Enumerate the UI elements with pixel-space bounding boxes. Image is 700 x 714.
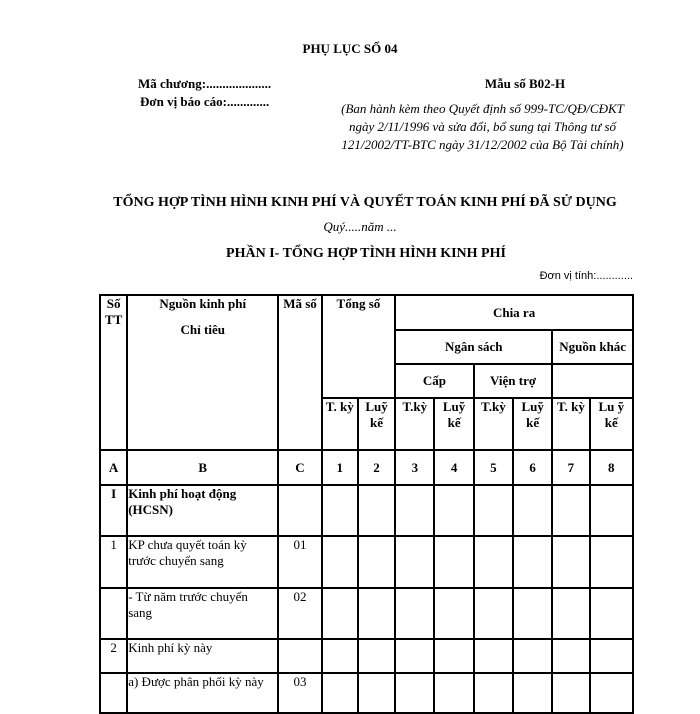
data-cell bbox=[590, 485, 633, 536]
data-cell bbox=[358, 588, 395, 639]
data-cell bbox=[395, 485, 434, 536]
data-cell bbox=[434, 485, 473, 536]
row-label: a) Được phân phối kỳ này bbox=[127, 673, 278, 713]
row-code bbox=[278, 639, 321, 673]
header-allocation-accumulated: Luỹ kế bbox=[434, 398, 473, 450]
table-row bbox=[100, 485, 633, 536]
index-cell: 7 bbox=[552, 450, 589, 485]
data-cell bbox=[552, 673, 589, 713]
header-aid-accumulated: Luỹ kế bbox=[513, 398, 552, 450]
data-cell bbox=[322, 639, 358, 673]
row-label: Kinh phí hoạt động (HCSN) bbox=[127, 485, 278, 536]
reporting-unit: Đơn vị báo cáo:............. bbox=[140, 94, 270, 109]
data-cell bbox=[474, 673, 513, 713]
header-source-indicator: Nguồn kinh phí Chỉ tiêu bbox=[127, 295, 278, 450]
row-stt bbox=[100, 673, 127, 713]
decree-line: 121/2002/TT-BTC ngày 31/12/2002 của Bộ Tài chính) bbox=[341, 137, 624, 152]
data-cell bbox=[322, 588, 358, 639]
header-allocation-period: T.kỳ bbox=[395, 398, 434, 450]
header-total: Tổng số bbox=[322, 295, 396, 398]
header-allocation: Cấp bbox=[395, 364, 474, 398]
funding-summary-table bbox=[99, 294, 634, 714]
row-code bbox=[278, 485, 321, 536]
data-cell bbox=[395, 639, 434, 673]
data-cell bbox=[434, 639, 473, 673]
data-cell bbox=[552, 588, 589, 639]
row-stt: 2 bbox=[100, 639, 127, 673]
header-other-sources: Nguồn khác bbox=[552, 330, 633, 364]
index-cell: 3 bbox=[395, 450, 434, 485]
data-cell bbox=[322, 536, 358, 588]
index-cell: 1 bbox=[322, 450, 358, 485]
decree-note bbox=[305, 100, 660, 154]
header-aid: Viện trợ bbox=[474, 364, 553, 398]
appendix-title: PHỤ LỤC SỐ 04 bbox=[302, 41, 398, 56]
header-breakdown: Chia ra bbox=[395, 295, 633, 330]
chapter-code: Mã chương:.................... bbox=[138, 76, 272, 91]
data-cell bbox=[552, 639, 589, 673]
table-row bbox=[100, 588, 633, 639]
data-cell bbox=[395, 536, 434, 588]
data-cell bbox=[395, 673, 434, 713]
row-code: 03 bbox=[278, 673, 321, 713]
data-cell bbox=[513, 536, 552, 588]
index-cell: C bbox=[278, 450, 321, 485]
header-budget: Ngân sách bbox=[395, 330, 552, 364]
data-cell bbox=[590, 639, 633, 673]
index-cell: 6 bbox=[513, 450, 552, 485]
data-cell bbox=[434, 588, 473, 639]
data-cell bbox=[474, 588, 513, 639]
header-stt: Số TT bbox=[100, 295, 127, 450]
row-code: 01 bbox=[278, 536, 321, 588]
index-cell: 8 bbox=[590, 450, 633, 485]
data-cell bbox=[513, 639, 552, 673]
data-cell bbox=[552, 485, 589, 536]
header-code: Mã số bbox=[278, 295, 321, 450]
index-cell: B bbox=[127, 450, 278, 485]
table-row bbox=[100, 639, 633, 673]
header-other-accumulated: Lu ỹ kế bbox=[590, 398, 633, 450]
header-other-period: T. kỳ bbox=[552, 398, 589, 450]
data-cell bbox=[552, 536, 589, 588]
row-stt bbox=[100, 588, 127, 639]
data-cell bbox=[474, 639, 513, 673]
row-code: 02 bbox=[278, 588, 321, 639]
data-cell bbox=[590, 673, 633, 713]
data-cell bbox=[358, 639, 395, 673]
data-cell bbox=[322, 485, 358, 536]
part-title: PHẦN I- TỔNG HỢP TÌNH HÌNH KINH PHÍ bbox=[226, 246, 506, 261]
decree-line: ngày 2/11/1996 và sửa đổi, bổ sung tại Thông tư số bbox=[348, 119, 617, 134]
table-row bbox=[100, 673, 633, 713]
report-title: TỔNG HỢP TÌNH HÌNH KINH PHÍ VÀ QUYẾT TOÁN KINH PHÍ ĐÃ SỬ DỤNG bbox=[113, 195, 617, 210]
header-total-accumulated: Luỹ kế bbox=[358, 398, 395, 450]
data-cell bbox=[474, 536, 513, 588]
row-label: - Từ năm trước chuyển sang bbox=[127, 588, 278, 639]
decree-line: (Ban hành kèm theo Quyết định số 999-TC/QĐ/CĐKT bbox=[341, 101, 624, 116]
data-cell bbox=[358, 673, 395, 713]
data-cell bbox=[358, 536, 395, 588]
header-total-period: T. kỳ bbox=[322, 398, 358, 450]
data-cell bbox=[358, 485, 395, 536]
unit-of-measure: Đơn vị tính:............ bbox=[539, 270, 633, 282]
index-cell: 4 bbox=[434, 450, 473, 485]
report-period: Quý.....năm ... bbox=[323, 219, 397, 234]
row-label: KP chưa quyết toán kỳ trước chuyển sang bbox=[127, 536, 278, 588]
data-cell bbox=[395, 588, 434, 639]
data-cell bbox=[474, 485, 513, 536]
data-cell bbox=[322, 673, 358, 713]
row-stt: I bbox=[100, 485, 127, 536]
data-cell bbox=[513, 588, 552, 639]
row-stt: 1 bbox=[100, 536, 127, 588]
index-cell: 5 bbox=[474, 450, 513, 485]
data-cell bbox=[513, 673, 552, 713]
table-row bbox=[100, 536, 633, 588]
data-cell bbox=[513, 485, 552, 536]
row-label: Kinh phí kỳ này bbox=[127, 639, 278, 673]
header-other-blank bbox=[552, 364, 633, 398]
header-aid-period: T.kỳ bbox=[474, 398, 513, 450]
data-cell bbox=[590, 536, 633, 588]
index-cell: 2 bbox=[358, 450, 395, 485]
index-cell: A bbox=[100, 450, 127, 485]
data-cell bbox=[590, 588, 633, 639]
data-cell bbox=[434, 673, 473, 713]
form-number: Mẫu số B02-H bbox=[484, 76, 566, 91]
data-cell bbox=[434, 536, 473, 588]
